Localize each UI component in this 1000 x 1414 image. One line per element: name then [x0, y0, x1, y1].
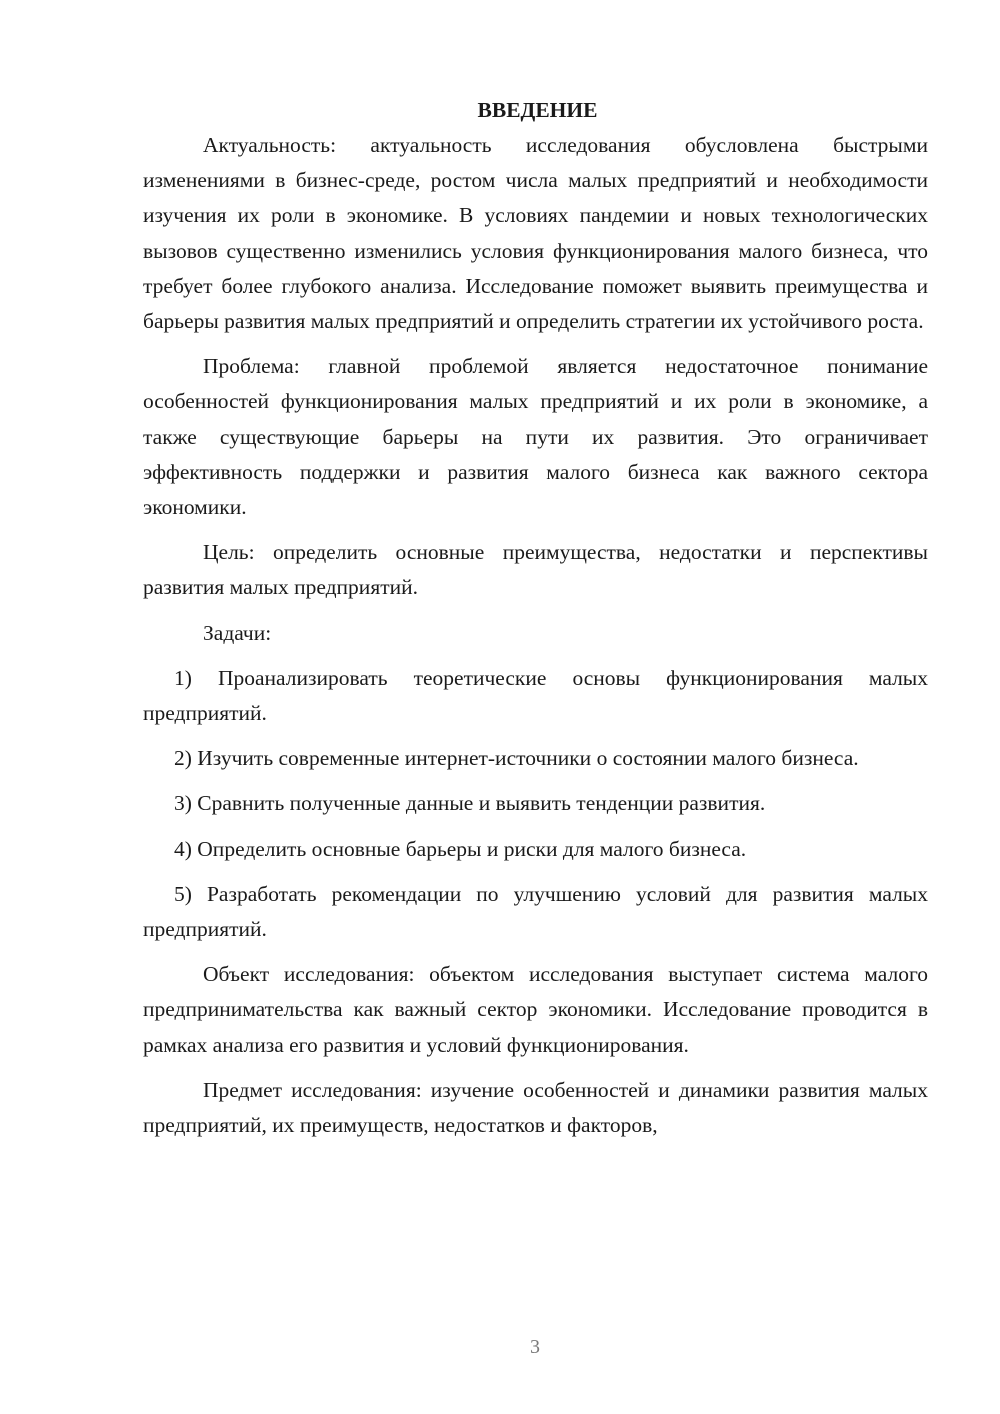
- paragraph-subject: Предмет исследования: изучение особенностей и динамики развития малых предприятий, их преимуществ, недостатков и факторов,: [143, 1077, 928, 1138]
- section-heading: ВВЕДЕНИЕ: [477, 98, 598, 122]
- page-number: 3: [530, 1336, 540, 1358]
- paragraph-tasks-label: Задачи:: [203, 620, 272, 645]
- paragraph-problem: Проблема: главной проблемой является недостаточное понимание особенностей функционирования малых предприятий и их роли в экономике, а также существующие барьеры на пути их развития. Это ограничивает эффективность поддержки и развития малого бизнеса как важного сектора экономики.: [143, 354, 928, 520]
- task-item-2: 2) Изучить современные интернет-источники о состоянии малого бизнеса.: [174, 746, 859, 771]
- task-item-3: 3) Сравнить полученные данные и выявить тенденции развития.: [174, 791, 766, 816]
- paragraph-object: Объект исследования: объектом исследования выступает система малого предпринимательства как важный сектор экономики. Исследование проводится в рамках анализа его развития и условий функционирования.: [143, 962, 928, 1057]
- task-item-5: 5) Разработать рекомендации по улучшению условий для развития малых предприятий.: [143, 881, 928, 942]
- task-item-1: 1) Проанализировать теоретические основы функционирования малых предприятий.: [143, 665, 928, 726]
- paragraph-relevance: Актуальность: актуальность исследования обусловлена быстрыми изменениями в бизнес-среде, ростом числа малых предприятий и необходимости изучения их роли в экономике. В условиях пандемии и новых технологических вызовов существенно изменились условия функционирования малого бизнеса, что требует более глубокого анализа. Исследование поможет выявить преимущества и барьеры развития малых предприятий и определить стратегии их устойчивого роста.: [143, 133, 928, 334]
- paragraph-goal: Цель: определить основные преимущества, недостатки и перспективы развития малых предприятий.: [143, 540, 928, 600]
- document-body: [143, 92, 928, 1143]
- task-item-4: 4) Определить основные барьеры и риски для малого бизнеса.: [174, 836, 747, 861]
